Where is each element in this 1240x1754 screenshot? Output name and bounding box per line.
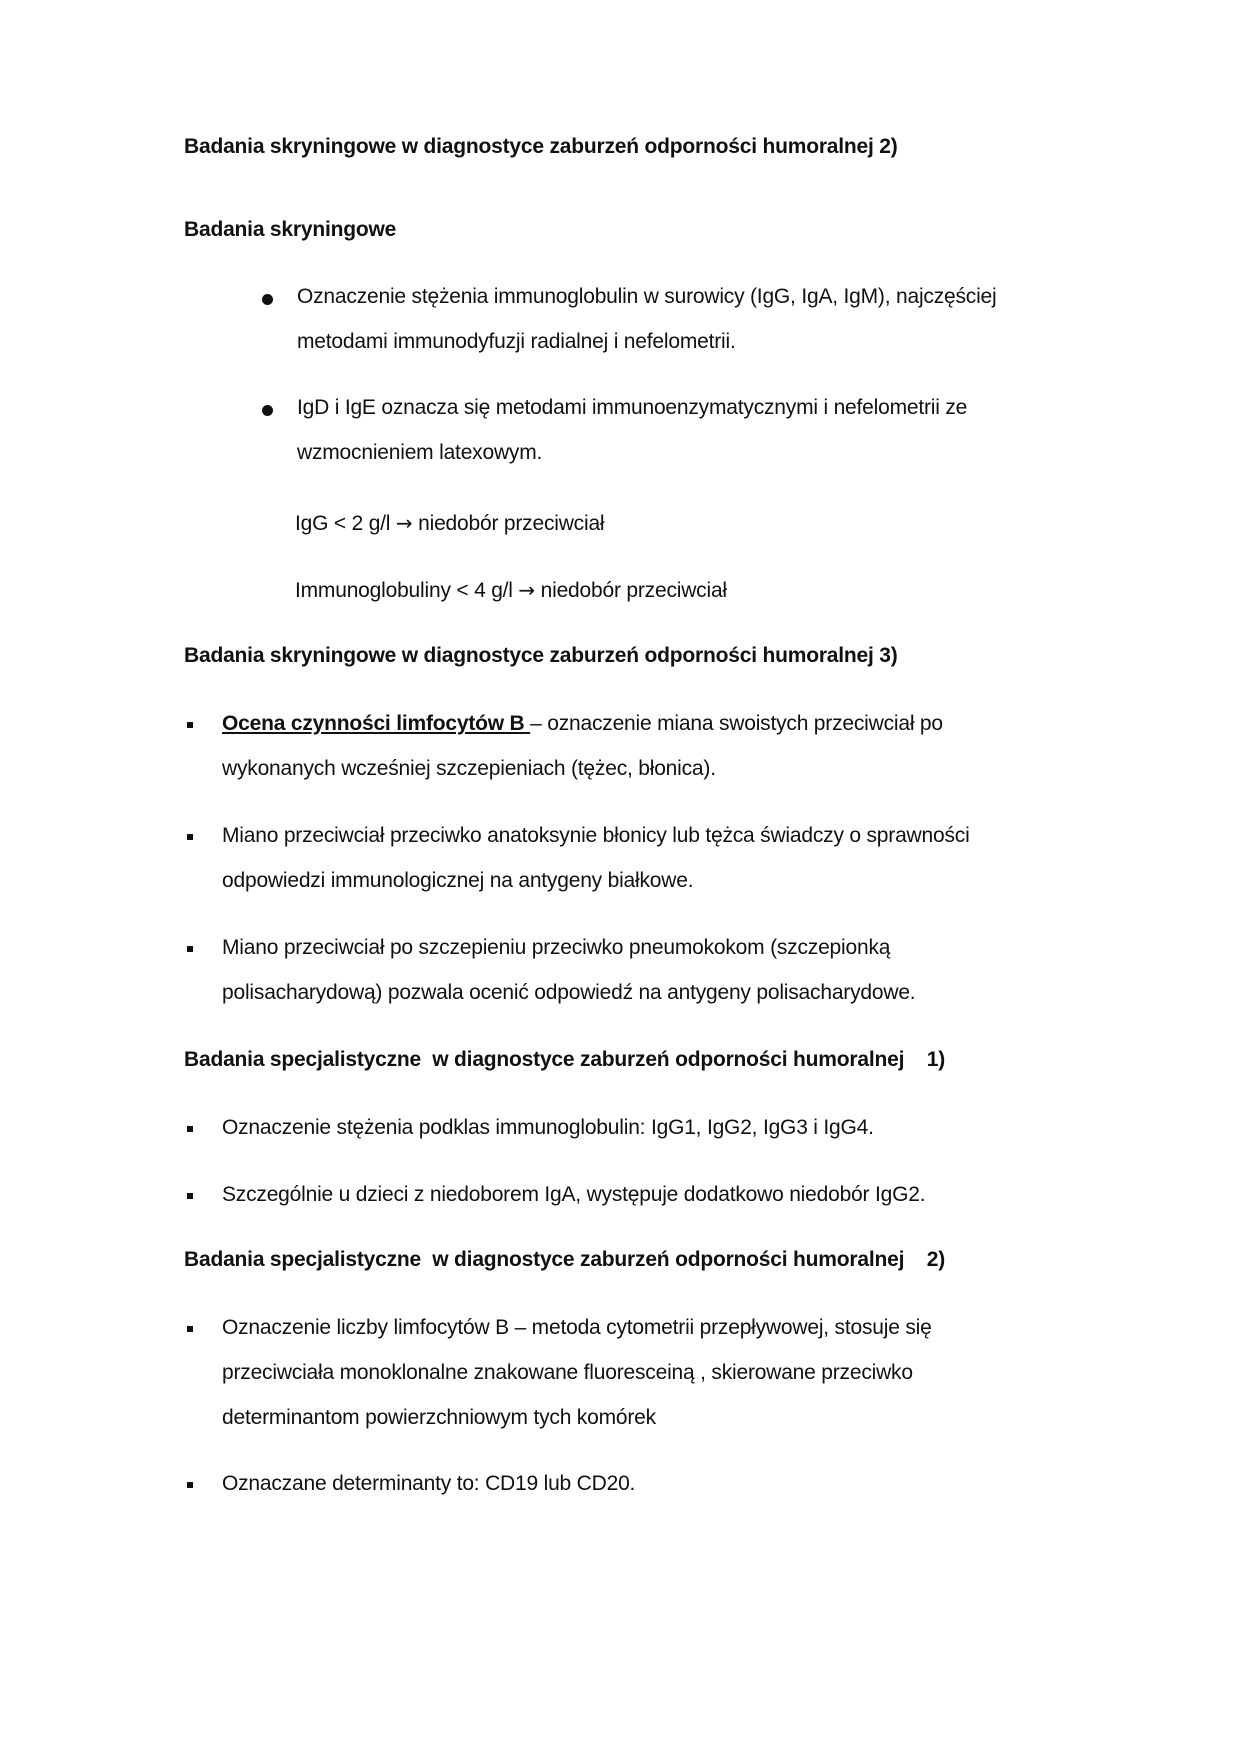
list-item: Oznaczenie stężenia podklas immunoglobulin: IgG1, IgG2, IgG3 i IgG4. [222, 1116, 874, 1139]
list-item-continuation: determinantom powierzchniowym tych komórek [222, 1406, 656, 1429]
threshold-igg [295, 508, 604, 539]
bullet-dot-icon [262, 405, 273, 416]
list-item: Oznaczenie liczby limfocytów B – metoda cytometrii przepływowej, stosuje się [222, 1316, 932, 1339]
list-item: Szczególnie u dzieci z niedoborem IgA, występuje dodatkowo niedobór IgG2. [222, 1183, 926, 1206]
list-item-continuation: przeciwciała monoklonalne znakowane fluoresceiną , skierowane przeciwko [222, 1361, 913, 1384]
section-heading-3: Badania skryningowe w diagnostyce zaburzeń odporności humoralnej 3) [184, 644, 898, 667]
bullet-dot-icon [262, 294, 273, 305]
threshold-result: niedobór przeciwciał [540, 579, 727, 602]
bullet-square-icon [187, 1126, 193, 1132]
list-item-text: – oznaczenie miana swoistych przeciwciał po [530, 712, 943, 735]
bullet-square-icon [187, 1482, 193, 1488]
list-item-continuation: odpowiedzi immunologicznej na antygeny białkowe. [222, 869, 694, 892]
bullet-square-icon [187, 722, 193, 728]
arrow-right-icon: → [518, 578, 535, 602]
bullet-square-icon [187, 1326, 193, 1332]
threshold-result: niedobór przeciwciał [418, 512, 605, 535]
bullet-square-icon [187, 834, 193, 840]
threshold-condition: IgG < 2 g/l [295, 512, 391, 535]
list-item: Miano przeciwciał przeciwko anatoksynie błonicy lub tężca świadczy o sprawności [222, 824, 970, 847]
list-item: Oznaczane determinanty to: CD19 lub CD20. [222, 1472, 636, 1495]
threshold-condition: Immunoglobuliny < 4 g/l [295, 579, 513, 602]
arrow-right-icon: → [395, 511, 413, 535]
section-heading-2: Badania skryningowe [184, 218, 397, 241]
section-heading-4: Badania specjalistyczne w diagnostyce zaburzeń odporności humoralnej 1) [184, 1048, 946, 1071]
list-item: Miano przeciwciał po szczepieniu przeciwko pneumokokom (szczepionką [222, 936, 891, 959]
bullet-square-icon [187, 946, 193, 952]
threshold-immunoglobulins [295, 575, 727, 606]
list-item-continuation: metodami immunodyfuzji radialnej i nefelometrii. [297, 330, 736, 353]
list-item: IgD i IgE oznacza się metodami immunoenzymatycznymi i nefelometrii ze [297, 396, 968, 419]
section-heading-1: Badania skryningowe w diagnostyce zaburzeń odporności humoralnej 2) [184, 135, 898, 158]
list-item-continuation: polisacharydową) pozwala ocenić odpowiedź na antygeny polisacharydowe. [222, 981, 916, 1004]
list-item [222, 709, 943, 739]
list-item: Oznaczenie stężenia immunoglobulin w surowicy (IgG, IgA, IgM), najczęściej [297, 285, 997, 308]
list-item-continuation: wykonanych wcześniej szczepieniach (tężec, błonica). [222, 757, 716, 780]
underlined-lead: Ocena czynności limfocytów B [222, 712, 531, 735]
list-item-continuation: wzmocnieniem latexowym. [297, 441, 543, 464]
bullet-square-icon [187, 1193, 193, 1199]
section-heading-5: Badania specjalistyczne w diagnostyce zaburzeń odporności humoralnej 2) [184, 1248, 946, 1271]
